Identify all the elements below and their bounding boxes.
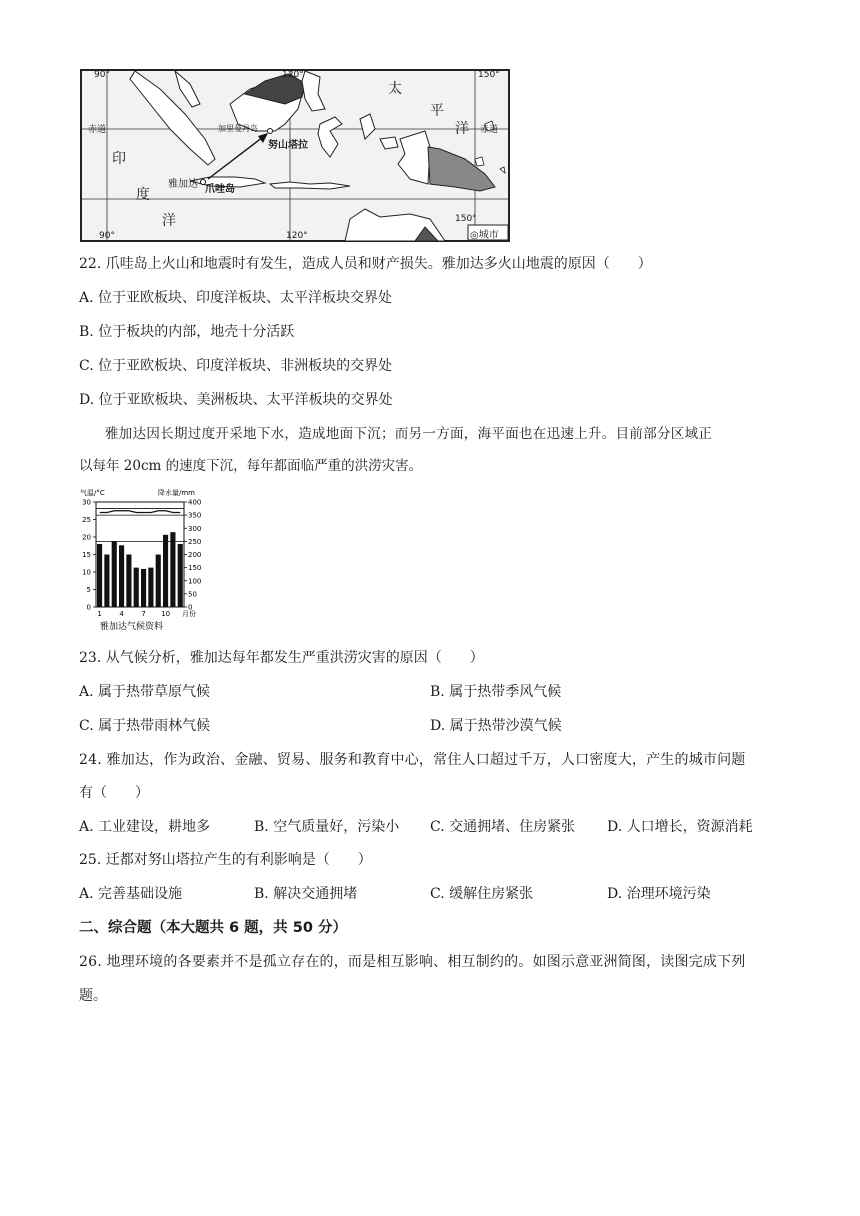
- precipitation-bar: [97, 544, 102, 607]
- precipitation-bar: [104, 555, 109, 608]
- chart-title: 雅加达气候资料: [100, 622, 164, 632]
- q24-stem-line-1: 24. 雅加达，作为政治、金融、贸易、服务和教育中心，常住人口超过千万，人口密度大，产生的城市问题: [79, 752, 746, 768]
- q23-stem: 23. 从气候分析，雅加达每年都发生严重洪涝灾害的原因（ ）: [79, 650, 484, 666]
- precip-tick-label: 250: [188, 537, 202, 546]
- jakarta-climate-chart: [76, 486, 206, 636]
- passage-line-1: 雅加达因长期过度开采地下水，造成地面下沉；而另一方面，海平面也在迅速上升。目前部分区域正: [105, 426, 713, 442]
- precip-tick-label: 150: [188, 564, 202, 573]
- map-ocean-indian-3: 洋: [162, 213, 176, 229]
- map-label-jakarta: 雅加达: [168, 179, 198, 190]
- temperature-axis-title: 气温/°C: [80, 489, 105, 497]
- q22-option-c: C. 位于亚欧板块、印度洋板块、非洲板块的交界处: [79, 358, 393, 374]
- q25-option-b: B. 解决交通拥堵: [254, 886, 358, 902]
- q23-option-b: B. 属于热带季风气候: [430, 684, 562, 700]
- precipitation-axis-title: 降水量/mm: [158, 489, 195, 497]
- temp-tick-label: 15: [82, 551, 91, 559]
- q25-option-c: C. 缓解住房紧张: [430, 886, 534, 902]
- q24-option-b: B. 空气质量好，污染小: [254, 819, 400, 835]
- precip-tick-label: 100: [188, 577, 202, 586]
- map-lon-120-top: 120°: [282, 70, 304, 80]
- map-ocean-pacific-2: 平: [430, 103, 444, 119]
- precip-tick-label: 350: [188, 511, 202, 520]
- precipitation-bar: [141, 569, 146, 607]
- map-lon-120-bottom: 120°: [286, 231, 308, 241]
- map-lon-150-bottom: 150°: [455, 214, 477, 224]
- q24-stem-line-2: 有（ ）: [79, 785, 149, 801]
- southeast-asia-map: [80, 69, 510, 242]
- section-2-title: 二、综合题（本大题共 6 题，共 50 分）: [79, 920, 347, 936]
- month-tick-label: 7: [141, 610, 146, 618]
- precip-tick-label: 400: [188, 498, 202, 507]
- map-ocean-indian-2: 度: [136, 187, 150, 203]
- temp-tick-label: 30: [82, 498, 91, 507]
- q24-option-a: A. 工业建设，耕地多: [79, 819, 211, 835]
- temp-tick-label: 5: [86, 586, 91, 594]
- precip-tick-label: 300: [188, 524, 202, 533]
- map-label-kalimantan: 加里曼丹岛: [218, 124, 258, 133]
- q22-option-a: A. 位于亚欧板块、印度洋板块、太平洋板块交界处: [79, 290, 393, 306]
- precipitation-bar: [163, 535, 168, 607]
- precip-tick-label: 200: [188, 551, 202, 559]
- q23-option-c: C. 属于热带雨林气候: [79, 718, 211, 734]
- precipitation-bar: [119, 545, 124, 607]
- q26-line-1: 26. 地理环境的各要素并不是孤立存在的，而是相互影响、相互制约的。如图示意亚洲简图，读图完成下列: [79, 954, 746, 970]
- map-ocean-pacific-3: 洋: [455, 121, 469, 137]
- q26-line-2: 题。: [79, 988, 107, 1004]
- temp-tick-label: 0: [86, 603, 91, 612]
- map-label-nusantara: 努山塔拉: [268, 140, 308, 151]
- map-equator-right: 赤道: [480, 125, 499, 135]
- map-lon-150-top: 150°: [478, 70, 500, 80]
- precip-tick-label: 0: [188, 603, 193, 612]
- precipitation-bar: [126, 555, 131, 608]
- map-ocean-indian-1: 印: [112, 151, 126, 167]
- month-tick-label: 10: [161, 610, 171, 618]
- month-tick-label: 4: [119, 610, 124, 618]
- precipitation-bar: [156, 555, 161, 608]
- precip-tick-label: 50: [188, 590, 197, 599]
- q23-option-d: D. 属于热带沙漠气候: [430, 718, 562, 734]
- q23-option-a: A. 属于热带草原气候: [79, 684, 211, 700]
- precipitation-bar: [148, 568, 153, 607]
- temp-tick-label: 20: [82, 533, 91, 542]
- temp-tick-label: 10: [82, 568, 91, 577]
- precipitation-bar: [112, 541, 117, 607]
- month-tick-label: 1: [97, 610, 102, 618]
- temperature-line: [100, 511, 181, 513]
- q22-option-b: B. 位于板块的内部，地壳十分活跃: [79, 324, 295, 340]
- q24-option-c: C. 交通拥堵、住房紧张: [430, 819, 576, 835]
- map-legend-city: ◎城市: [470, 230, 499, 241]
- map-label-java: 爪哇岛: [205, 184, 235, 195]
- precipitation-bar: [134, 568, 139, 607]
- passage-line-2: 以每年 20cm 的速度下沉，每年都面临严重的洪涝灾害。: [79, 458, 423, 474]
- nusantara-marker: [268, 129, 273, 134]
- map-lon-90-bottom: 90°: [99, 231, 115, 241]
- map-lon-90-top: 90°: [94, 70, 110, 80]
- precipitation-bar: [170, 532, 175, 607]
- q22-option-d: D. 位于亚欧板块、美洲板块、太平洋板块的交界处: [79, 392, 393, 408]
- q25-stem: 25. 迁都对努山塔拉产生的有利影响是（ ）: [79, 852, 372, 868]
- precipitation-bar: [178, 544, 183, 607]
- map-ocean-pacific-1: 太: [388, 81, 402, 97]
- temp-tick-label: 25: [82, 516, 91, 524]
- month-axis-title: 月份: [182, 610, 196, 618]
- map-equator-left: 赤道: [88, 125, 107, 135]
- q22-stem: 22. 爪哇岛上火山和地震时有发生，造成人员和财产损失。雅加达多火山地震的原因（ ）: [79, 256, 652, 272]
- q25-option-a: A. 完善基础设施: [79, 886, 183, 902]
- q25-option-d: D. 治理环境污染: [607, 886, 711, 902]
- q24-option-d: D. 人口增长，资源消耗: [607, 819, 753, 835]
